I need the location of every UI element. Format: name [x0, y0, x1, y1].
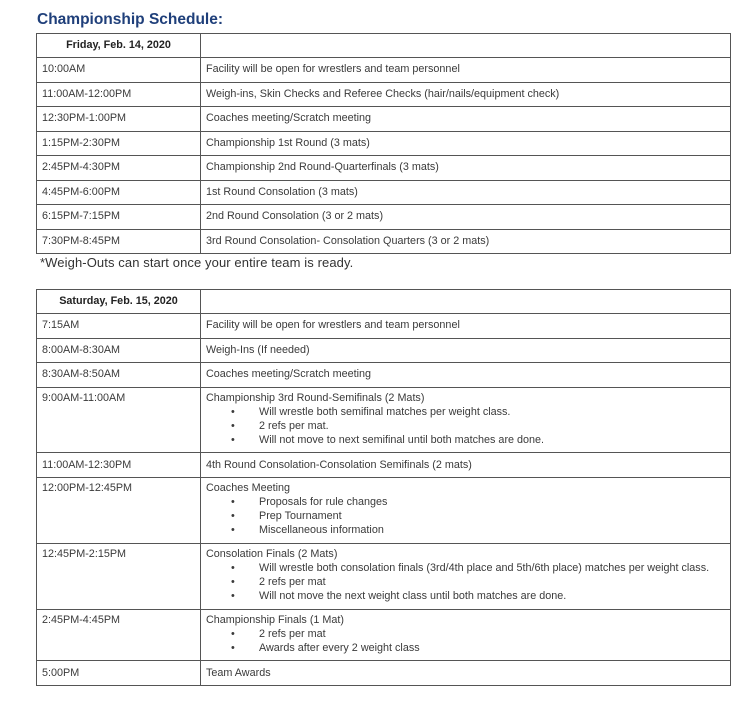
row-activity: Weigh-ins, Skin Checks and Referee Checks (hair/nails/equipment check)	[206, 87, 560, 100]
schedule-row	[37, 609, 731, 661]
schedule-row	[37, 314, 731, 339]
schedule-row	[37, 180, 731, 205]
row-activity-cell	[201, 82, 731, 107]
row-activity-cell	[201, 363, 731, 388]
row-time: 9:00AM-11:00AM	[37, 387, 201, 453]
weigh-outs-note: *Weigh-Outs can start once your entire team is ready.	[40, 255, 354, 270]
detail-item: • 2 refs per mat	[206, 575, 730, 589]
row-activity-cell	[201, 156, 731, 181]
detail-item: • Will wrestle both semifinal matches per weight class.	[206, 405, 730, 419]
detail-item: • Proposals for rule changes	[206, 495, 730, 509]
schedule-row	[37, 363, 731, 388]
detail-list	[206, 561, 730, 604]
schedule-row	[37, 107, 731, 132]
row-time: 10:00AM	[37, 58, 201, 83]
row-time: 12:30PM-1:00PM	[37, 107, 201, 132]
row-activity-cell	[201, 661, 731, 686]
row-activity: Facility will be open for wrestlers and team personnel	[206, 63, 460, 76]
row-activity-cell	[201, 387, 731, 453]
detail-item: • Miscellaneous information	[206, 523, 730, 537]
detail-item: • Will not move to next semifinal until both matches are done.	[206, 433, 730, 447]
row-time: 5:00PM	[37, 661, 201, 686]
friday-date: Friday, Feb. 14, 2020	[37, 34, 201, 58]
schedule-row	[37, 82, 731, 107]
row-activity: Championship 3rd Round-Semifinals (2 Mats)	[206, 391, 425, 404]
row-activity: Coaches meeting/Scratch meeting	[206, 368, 372, 381]
row-activity-cell	[201, 205, 731, 230]
friday-header-row	[37, 34, 731, 58]
saturday-header-blank	[201, 290, 731, 314]
saturday-header-row	[37, 290, 731, 314]
row-activity: Coaches meeting/Scratch meeting	[206, 112, 372, 125]
row-time: 2:45PM-4:30PM	[37, 156, 201, 181]
schedule-row	[37, 387, 731, 453]
detail-list	[206, 495, 730, 538]
row-time: 1:15PM-2:30PM	[37, 131, 201, 156]
friday-schedule-table	[36, 33, 731, 254]
row-activity-cell	[201, 609, 731, 661]
detail-list	[206, 405, 730, 448]
detail-item: • Will not move the next weight class until both matches are done.	[206, 589, 730, 603]
row-time: 7:15AM	[37, 314, 201, 339]
row-activity-cell	[201, 107, 731, 132]
row-activity: Championship Finals (1 Mat)	[206, 613, 345, 626]
row-activity-cell	[201, 477, 731, 543]
friday-header-blank	[201, 34, 731, 58]
detail-item: • Prep Tournament	[206, 509, 730, 523]
detail-item: • 2 refs per mat	[206, 627, 730, 641]
row-activity: 2nd Round Consolation (3 or 2 mats)	[206, 210, 384, 223]
row-activity: 1st Round Consolation (3 mats)	[206, 185, 358, 198]
row-activity: Championship 1st Round (3 mats)	[206, 136, 370, 149]
row-time: 8:00AM-8:30AM	[37, 338, 201, 363]
detail-item: • 2 refs per mat.	[206, 419, 730, 433]
schedule-row	[37, 661, 731, 686]
schedule-row	[37, 338, 731, 363]
row-time: 12:45PM-2:15PM	[37, 543, 201, 609]
row-time: 6:15PM-7:15PM	[37, 205, 201, 230]
row-activity-cell	[201, 453, 731, 478]
row-activity: 3rd Round Consolation- Consolation Quarters (3 or 2 mats)	[206, 234, 490, 247]
schedule-row	[37, 477, 731, 543]
row-time: 11:00AM-12:00PM	[37, 82, 201, 107]
schedule-row	[37, 229, 731, 254]
row-activity: Consolation Finals (2 Mats)	[206, 547, 338, 560]
row-time: 4:45PM-6:00PM	[37, 180, 201, 205]
detail-list	[206, 627, 730, 656]
row-activity-cell	[201, 314, 731, 339]
row-activity: Facility will be open for wrestlers and team personnel	[206, 319, 460, 332]
saturday-date: Saturday, Feb. 15, 2020	[37, 290, 201, 314]
row-time: 7:30PM-8:45PM	[37, 229, 201, 254]
row-time: 12:00PM-12:45PM	[37, 477, 201, 543]
detail-item: • Awards after every 2 weight class	[206, 641, 730, 655]
row-activity-cell	[201, 229, 731, 254]
schedule-row	[37, 131, 731, 156]
row-activity: Weigh-Ins (If needed)	[206, 343, 310, 356]
row-activity-cell	[201, 543, 731, 609]
page-title: Championship Schedule:	[37, 11, 224, 28]
row-time: 11:00AM-12:30PM	[37, 453, 201, 478]
saturday-schedule-table	[36, 289, 731, 686]
schedule-row	[37, 156, 731, 181]
row-activity-cell	[201, 58, 731, 83]
detail-item: • Will wrestle both consolation finals (3rd/4th place and 5th/6th place) matches per weight class.	[206, 561, 730, 575]
row-time: 8:30AM-8:50AM	[37, 363, 201, 388]
row-activity: Championship 2nd Round-Quarterfinals (3 mats)	[206, 161, 439, 174]
row-activity: Team Awards	[206, 666, 271, 679]
row-activity-cell	[201, 131, 731, 156]
row-time: 2:45PM-4:45PM	[37, 609, 201, 661]
row-activity-cell	[201, 180, 731, 205]
schedule-row	[37, 205, 731, 230]
schedule-row	[37, 58, 731, 83]
row-activity: Coaches Meeting	[206, 481, 291, 494]
row-activity-cell	[201, 338, 731, 363]
schedule-row	[37, 453, 731, 478]
row-activity: 4th Round Consolation-Consolation Semifinals (2 mats)	[206, 458, 472, 471]
schedule-row	[37, 543, 731, 609]
